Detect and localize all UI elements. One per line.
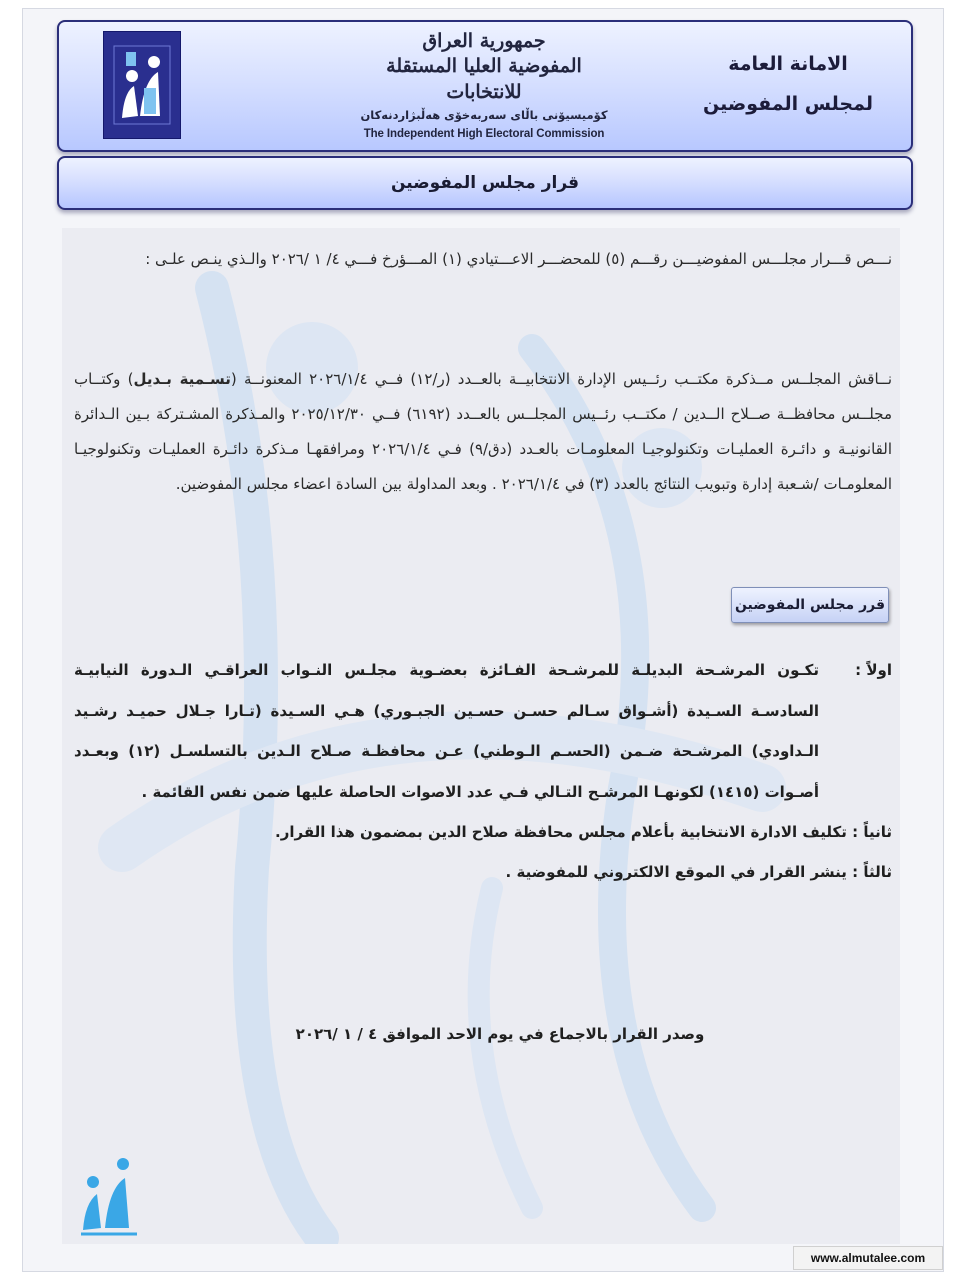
decision-item-first <box>74 650 892 812</box>
decision-item-third <box>74 852 892 892</box>
secretariat-label <box>703 44 873 124</box>
item-label: ثانياً : <box>852 823 892 841</box>
decision-items <box>74 650 892 892</box>
decision-item-second <box>74 812 892 852</box>
discussion-paragraph <box>74 362 892 502</box>
header-banner <box>57 20 913 152</box>
item-text: تكـون المرشـحة البديلـة للمرشـحة الفـائزة بعضـوية مجلـس النـواب العراقـي الـدورة النيابيـة السادسـة السـيدة (أشـواق سـالم حسـن حسـين الجبـوري) هـي السـيدة (تـارا جـلال حميـد رشـيد الـداودي) المرشـحة ضـمن (الحسـم الـوطني) عـن محافظـة صـلاح الـدين بالتسلسـل (١٢) وبعـدد أصـوات (١٤١٥) لكونهـا المرشـح التـالي فـي عدد الاصوات الحاصلة عليها ضمن نفس القائمة . <box>74 661 819 801</box>
org-arabic-line1: جمهورية العراق <box>422 30 546 52</box>
document-title: قرار مجلس المفوضين <box>390 173 580 193</box>
footer-logo-icon <box>75 1148 145 1238</box>
item-label: ثالثاً : <box>852 863 892 881</box>
org-arabic-line2: المفوضية العليا المستقلة للانتخابات <box>386 55 582 103</box>
issuance-statement: وصدر القرار بالاجماع في يوم الاحد الموافق ٤ / ١ /٢٠٢٦ <box>295 1025 705 1043</box>
item-text: تكليف الادارة الانتخابية بأعلام مجلس محافظة صلاح الدين بمضمون هذا القرار. <box>275 823 847 841</box>
discussion-text-part1: نــاقش المجلــس مــذكرة مكتــب رئــيس الإدارة الانتخابيــة بالعــدد (ر/١٢) فــي ٢٠٢٦/١/٤ المعنونــة ( <box>230 370 893 388</box>
item-text: ينشر القرار في الموقع الالكتروني للمفوضية . <box>505 863 847 881</box>
discussion-subject: تسـمية بـديل <box>133 370 231 388</box>
secretariat-line2: لمجلس المفوضين <box>703 93 873 115</box>
secretariat-line1: الامانة العامة <box>728 53 848 75</box>
item-label: اولاً : <box>855 661 892 679</box>
decided-label: قرر مجلس المفوضين <box>734 597 886 613</box>
decided-label-box <box>731 587 889 623</box>
organization-name <box>359 30 609 143</box>
org-kurdish: كۆمیسیۆنی باڵای سەربەخۆی هەڵبژاردنەکان <box>360 108 608 122</box>
discussion-text-part2: ) وكتــاب مجلــس محافظــة صــلاح الــدين / مكتــب رئــيس المجلــس بالعــدد (٦١٩٢) فــي ٢٠٢٥/١٢/٣٠ والمـذكرة المشـتركة بـين الـدائرة القانونيـة و دائـرة العمليـات وتكنولوجيـا المعلومـات بالعـدد (دق/٩) فـي ٢٠٢٦/١/٤ ومرافقهـا مـذكرة دائـرة العمليـات وتكنولوجيـا المعلومـات /شـعبة إدارة وتبويب النتائج بالعدد (٣) في ٢٠٢٦/١/٤ . وبعد المداولة بين السادة اعضاء مجلس المفوضين. <box>74 370 893 493</box>
org-english: The Independent High Electoral Commission <box>363 128 605 140</box>
ihec-logo <box>103 31 181 139</box>
website-watermark: www.almutalee.com <box>793 1246 943 1270</box>
document-title-bar <box>57 156 913 210</box>
intro-paragraph: نـــص قـــرار مجلـــس المفوضيـــن رقـــم (٥) للمحضـــر الاعـــتيادي (١) المـــؤرخ فـــي ٤/ ١ /٢٠٢٦ والـذي ينـص علـى : <box>145 250 892 268</box>
